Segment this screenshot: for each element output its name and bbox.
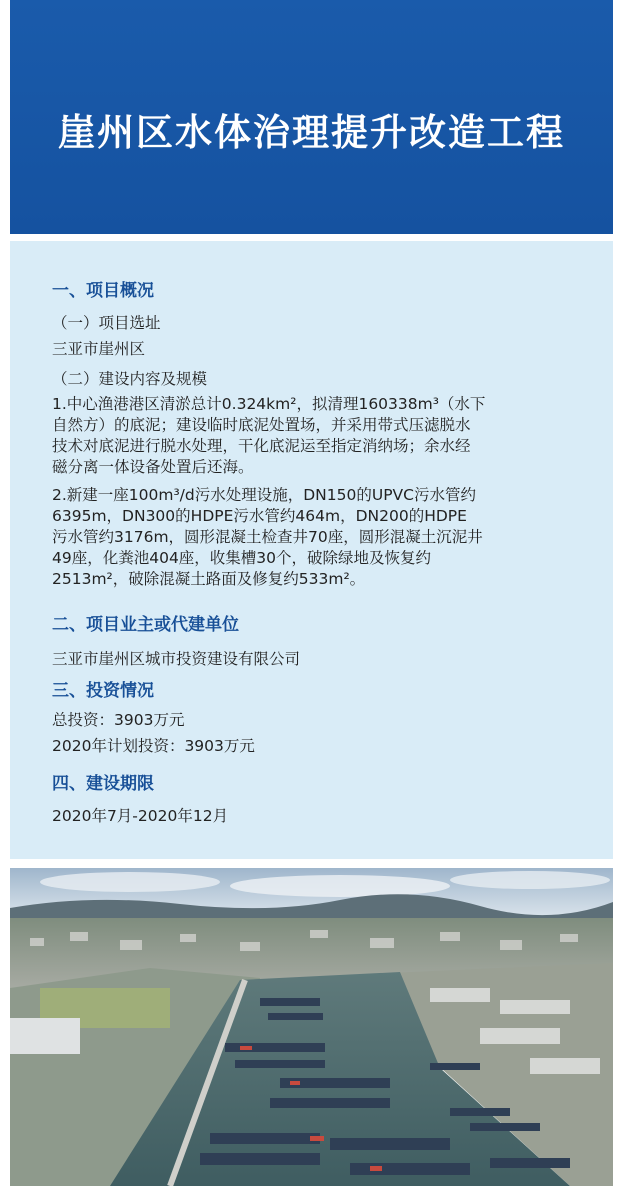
harbor-aerial-photo xyxy=(10,868,613,1186)
period-heading: 四、建设期限 xyxy=(52,774,154,794)
page-title: 崖州区水体治理提升改造工程 xyxy=(58,111,565,154)
scope-item-1-line: 技术对底泥进行脱水处理，干化底泥运至指定消纳场；余水经 xyxy=(52,437,471,455)
scope-subheading: （二）建设内容及规模 xyxy=(52,370,208,388)
scope-item-2-line: 2513m²，破除混凝土路面及修复约533m²。 xyxy=(52,570,366,588)
scope-item-1-line: 磁分离一体设备处置后还海。 xyxy=(52,458,254,476)
project-info-card xyxy=(10,241,613,859)
title-banner xyxy=(10,0,613,234)
harbor-aerial-illustration xyxy=(10,868,613,1186)
scope-item-2-line: 污水管约3176m，圆形混凝土检查井70座，圆形混凝土沉泥井 xyxy=(52,528,483,546)
scope-item-1-line: 自然方）的底泥；建设临时底泥处置场，并采用带式压滤脱水 xyxy=(52,416,471,434)
scope-item-1 xyxy=(52,394,584,478)
investment-heading: 三、投资情况 xyxy=(52,681,154,701)
site-value: 三亚市崖州区 xyxy=(52,340,146,358)
period-value: 2020年7月-2020年12月 xyxy=(52,807,229,825)
overview-heading: 一、项目概况 xyxy=(52,281,154,301)
investment-total: 总投资：3903万元 xyxy=(52,711,185,729)
site-subheading: （一）项目选址 xyxy=(52,314,161,332)
owner-heading: 二、项目业主或代建单位 xyxy=(52,615,239,635)
scope-item-1-line: 1.中心渔港港区清淤总计0.324km²，拟清理160338m³（水下 xyxy=(52,395,486,413)
scope-item-2-line: 6395m，DN300的HDPE污水管约464m，DN200的HDPE xyxy=(52,507,467,525)
warehouse xyxy=(10,1018,80,1054)
owner-value: 三亚市崖州区城市投资建设有限公司 xyxy=(52,650,301,668)
scope-item-2 xyxy=(52,485,584,590)
scope-item-2-line: 2.新建一座100m³/d污水处理设施，DN150的UPVC污水管约 xyxy=(52,486,476,504)
scope-item-2-line: 49座，化粪池404座，收集槽30个，破除绿地及恢复约 xyxy=(52,549,432,567)
investment-plan-2020: 2020年计划投资：3903万元 xyxy=(52,737,255,755)
